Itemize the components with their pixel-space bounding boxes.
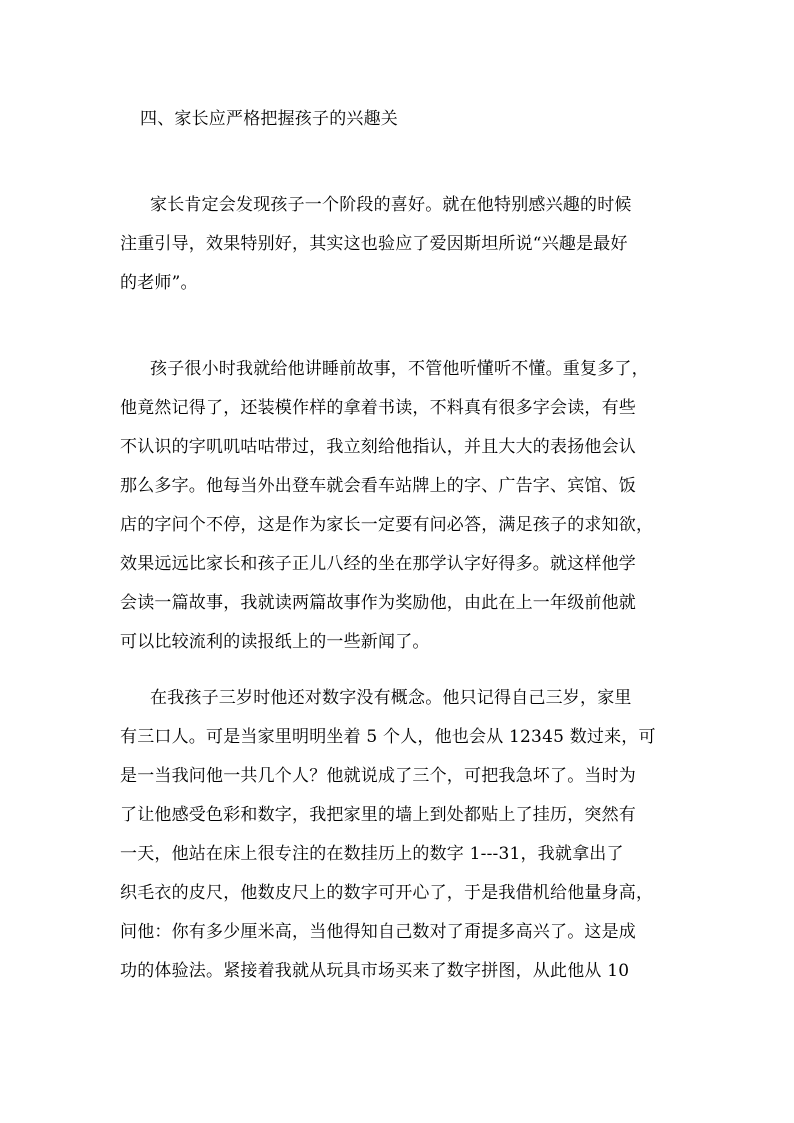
paragraph-3-line-4: 了让他感受色彩和数字，我把家里的墙上到处都贴上了挂历，突然有 bbox=[120, 805, 636, 825]
paragraph-2-line-4: 那么多字。他每当外出登车就会看车站牌上的字、广告字、宾馆、饭 bbox=[120, 476, 636, 496]
paragraph-1-line-2: 注重引导，效果特别好，其实这也验应了爱因斯坦所说“兴趣是最好 bbox=[120, 234, 628, 254]
paragraph-2-line-8: 可以比较流利的读报纸上的一些新闻了。 bbox=[120, 632, 430, 652]
paragraph-3-line-7: 问他：你有多少厘米高，当他得知自己数对了甭提多高兴了。这是成 bbox=[120, 922, 636, 942]
paragraph-1-line-1: 家长肯定会发现孩子一个阶段的喜好。就在他特别感兴趣的时候 bbox=[150, 195, 632, 215]
paragraph-2-line-1: 孩子很小时我就给他讲睡前故事，不管他听懂听不懂。重复多了， bbox=[150, 359, 649, 379]
paragraph-3-line-6: 织毛衣的皮尺，他数皮尺上的数字可开心了，于是我借机给他量身高， bbox=[120, 883, 654, 903]
paragraph-2-line-6: 效果远远比家长和孩子正儿八经的坐在那学认字好得多。就这样他学 bbox=[120, 554, 636, 574]
paragraph-3-line-8: 功的体验法。紧接着我就从玩具市场买来了数字拼图，从此他从 10 bbox=[120, 961, 630, 981]
section-heading: 四、家长应严格把握孩子的兴趣关 bbox=[140, 109, 398, 129]
paragraph-3-line-3: 是一当我问他一共几个人？他就说成了三个，可把我急坏了。当时为 bbox=[120, 766, 636, 786]
paragraph-2-line-5: 店的字问个不停，这是作为家长一定要有问必答，满足孩子的求知欲， bbox=[120, 515, 654, 535]
paragraph-1-line-3: 的老师”。 bbox=[120, 273, 198, 293]
paragraph-3-line-5: 一天，他站在床上很专注的在数挂历上的数字 1---31，我就拿出了 bbox=[120, 844, 624, 864]
paragraph-3-line-2: 有三口人。可是当家里明明坐着 5 个人，他也会从 12345 数过来，可 bbox=[120, 727, 656, 747]
paragraph-2-line-7: 会读一篇故事，我就读两篇故事作为奖励他，由此在上一年级前他就 bbox=[120, 593, 636, 613]
paragraph-3-line-1: 在我孩子三岁时他还对数字没有概念。他只记得自己三岁，家里 bbox=[150, 688, 632, 708]
paragraph-2-line-2: 他竟然记得了，还装模作样的拿着书读，不料真有很多字会读，有些 bbox=[120, 398, 636, 418]
paragraph-2-line-3: 不认识的字叽叽咕咕带过，我立刻给他指认，并且大大的表扬他会认 bbox=[120, 437, 636, 457]
